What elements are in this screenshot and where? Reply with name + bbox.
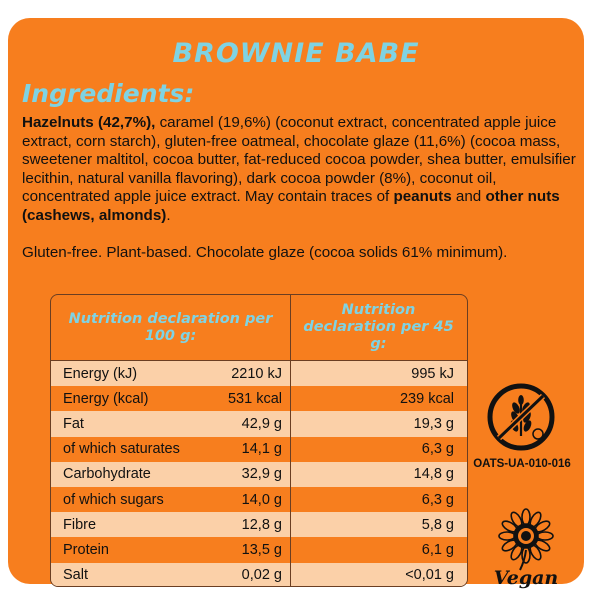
nutrient-value-per-45g: 14,8 g bbox=[413, 466, 454, 483]
nutrient-label: Energy (kJ) bbox=[63, 365, 138, 382]
nutrient-label: Protein bbox=[63, 541, 109, 558]
nutrient-label: of which saturates bbox=[63, 441, 180, 458]
svg-text:Vegan: Vegan bbox=[493, 567, 559, 589]
nutrient-label: Fat bbox=[63, 415, 84, 432]
nutrient-value-per-45g: 239 kcal bbox=[399, 390, 454, 407]
nutrient-value-per-100g: 12,8 g bbox=[201, 512, 291, 537]
nutrition-row bbox=[51, 361, 467, 386]
ingredients-text bbox=[22, 114, 582, 226]
ingredient-and: and bbox=[451, 188, 486, 206]
nutrient-label: Fibre bbox=[63, 516, 97, 533]
nutrient-label: Carbohydrate bbox=[63, 466, 151, 483]
nutrition-row bbox=[51, 411, 467, 436]
nutrient-value-per-45g: 6,3 g bbox=[421, 491, 454, 508]
allergen-peanuts: peanuts bbox=[393, 188, 452, 206]
nutrient-value-per-45g: 5,8 g bbox=[421, 516, 454, 533]
product-title: BROWNIE BABE bbox=[172, 38, 420, 69]
nutrient-value-per-45g: 6,3 g bbox=[421, 441, 454, 458]
product-notes: Gluten-free. Plant-based. Chocolate glaze (cocoa solids 61% minimum). bbox=[22, 244, 508, 261]
gluten-free-code: OATS-UA-010-016 bbox=[473, 458, 571, 470]
header-per-45g: Nutrition declaration per 45 g: bbox=[303, 302, 454, 352]
nutrition-table-header bbox=[51, 295, 467, 361]
nutrition-row bbox=[51, 487, 467, 512]
nutrition-row bbox=[51, 462, 467, 487]
nutrient-value-per-100g: 13,5 g bbox=[201, 537, 291, 562]
nutrient-value-per-100g: 32,9 g bbox=[201, 462, 291, 487]
nutrient-label: Salt bbox=[63, 567, 88, 584]
ingredient-list: caramel (19,6%) (coconut extract, concentrated apple juice extract, corn starch), gluten-free oatmeal, chocolate glaze (11,6%) (cocoa mass, sweetener maltitol, cocoa butter, fat-reduced cocoa powder, shea butter, emulsifier lecithin, natural vanilla flavoring), dark cocoa powder (8%), coconut oil, concentrated apple juice extract. May contain traces of bbox=[22, 114, 576, 206]
nutrient-value-per-100g: 531 kcal bbox=[201, 386, 291, 411]
nutrition-table-body bbox=[51, 361, 467, 587]
nutrient-value-per-100g: 14,1 g bbox=[201, 437, 291, 462]
nutrient-value-per-45g: 6,1 g bbox=[421, 541, 454, 558]
header-per-100g: Nutrition declaration per 100 g: bbox=[51, 295, 291, 360]
nutrient-label: Energy (kcal) bbox=[63, 390, 149, 407]
nutrient-value-per-100g: 42,9 g bbox=[201, 411, 291, 436]
allergen-other-nuts: other nuts (cashews, almonds) bbox=[22, 188, 560, 224]
ingredient-end: . bbox=[166, 206, 171, 224]
nutrient-value-per-100g: 2210 kJ bbox=[201, 361, 291, 386]
nutrition-row bbox=[51, 437, 467, 462]
nutrient-value-per-100g: 14,0 g bbox=[201, 487, 291, 512]
nutrition-row bbox=[51, 563, 467, 588]
ingredient-hazelnuts: Hazelnuts (42,7%), bbox=[22, 114, 156, 131]
nutrient-value-per-45g: 19,3 g bbox=[413, 415, 454, 432]
nutrition-row bbox=[51, 537, 467, 562]
nutrient-label: of which sugars bbox=[63, 491, 164, 508]
nutrient-value-per-100g: 0,02 g bbox=[201, 563, 291, 588]
nutrient-value-per-45g: <0,01 g bbox=[405, 567, 454, 584]
product-label-card bbox=[8, 18, 584, 589]
gluten-free-icon bbox=[486, 382, 556, 452]
nutrition-row bbox=[51, 512, 467, 537]
nutrient-value-per-45g: 995 kJ bbox=[411, 365, 454, 382]
nutrition-table bbox=[50, 294, 468, 587]
ingredients-heading: Ingredients: bbox=[22, 79, 195, 108]
vegan-icon bbox=[485, 506, 567, 590]
nutrition-row bbox=[51, 386, 467, 411]
